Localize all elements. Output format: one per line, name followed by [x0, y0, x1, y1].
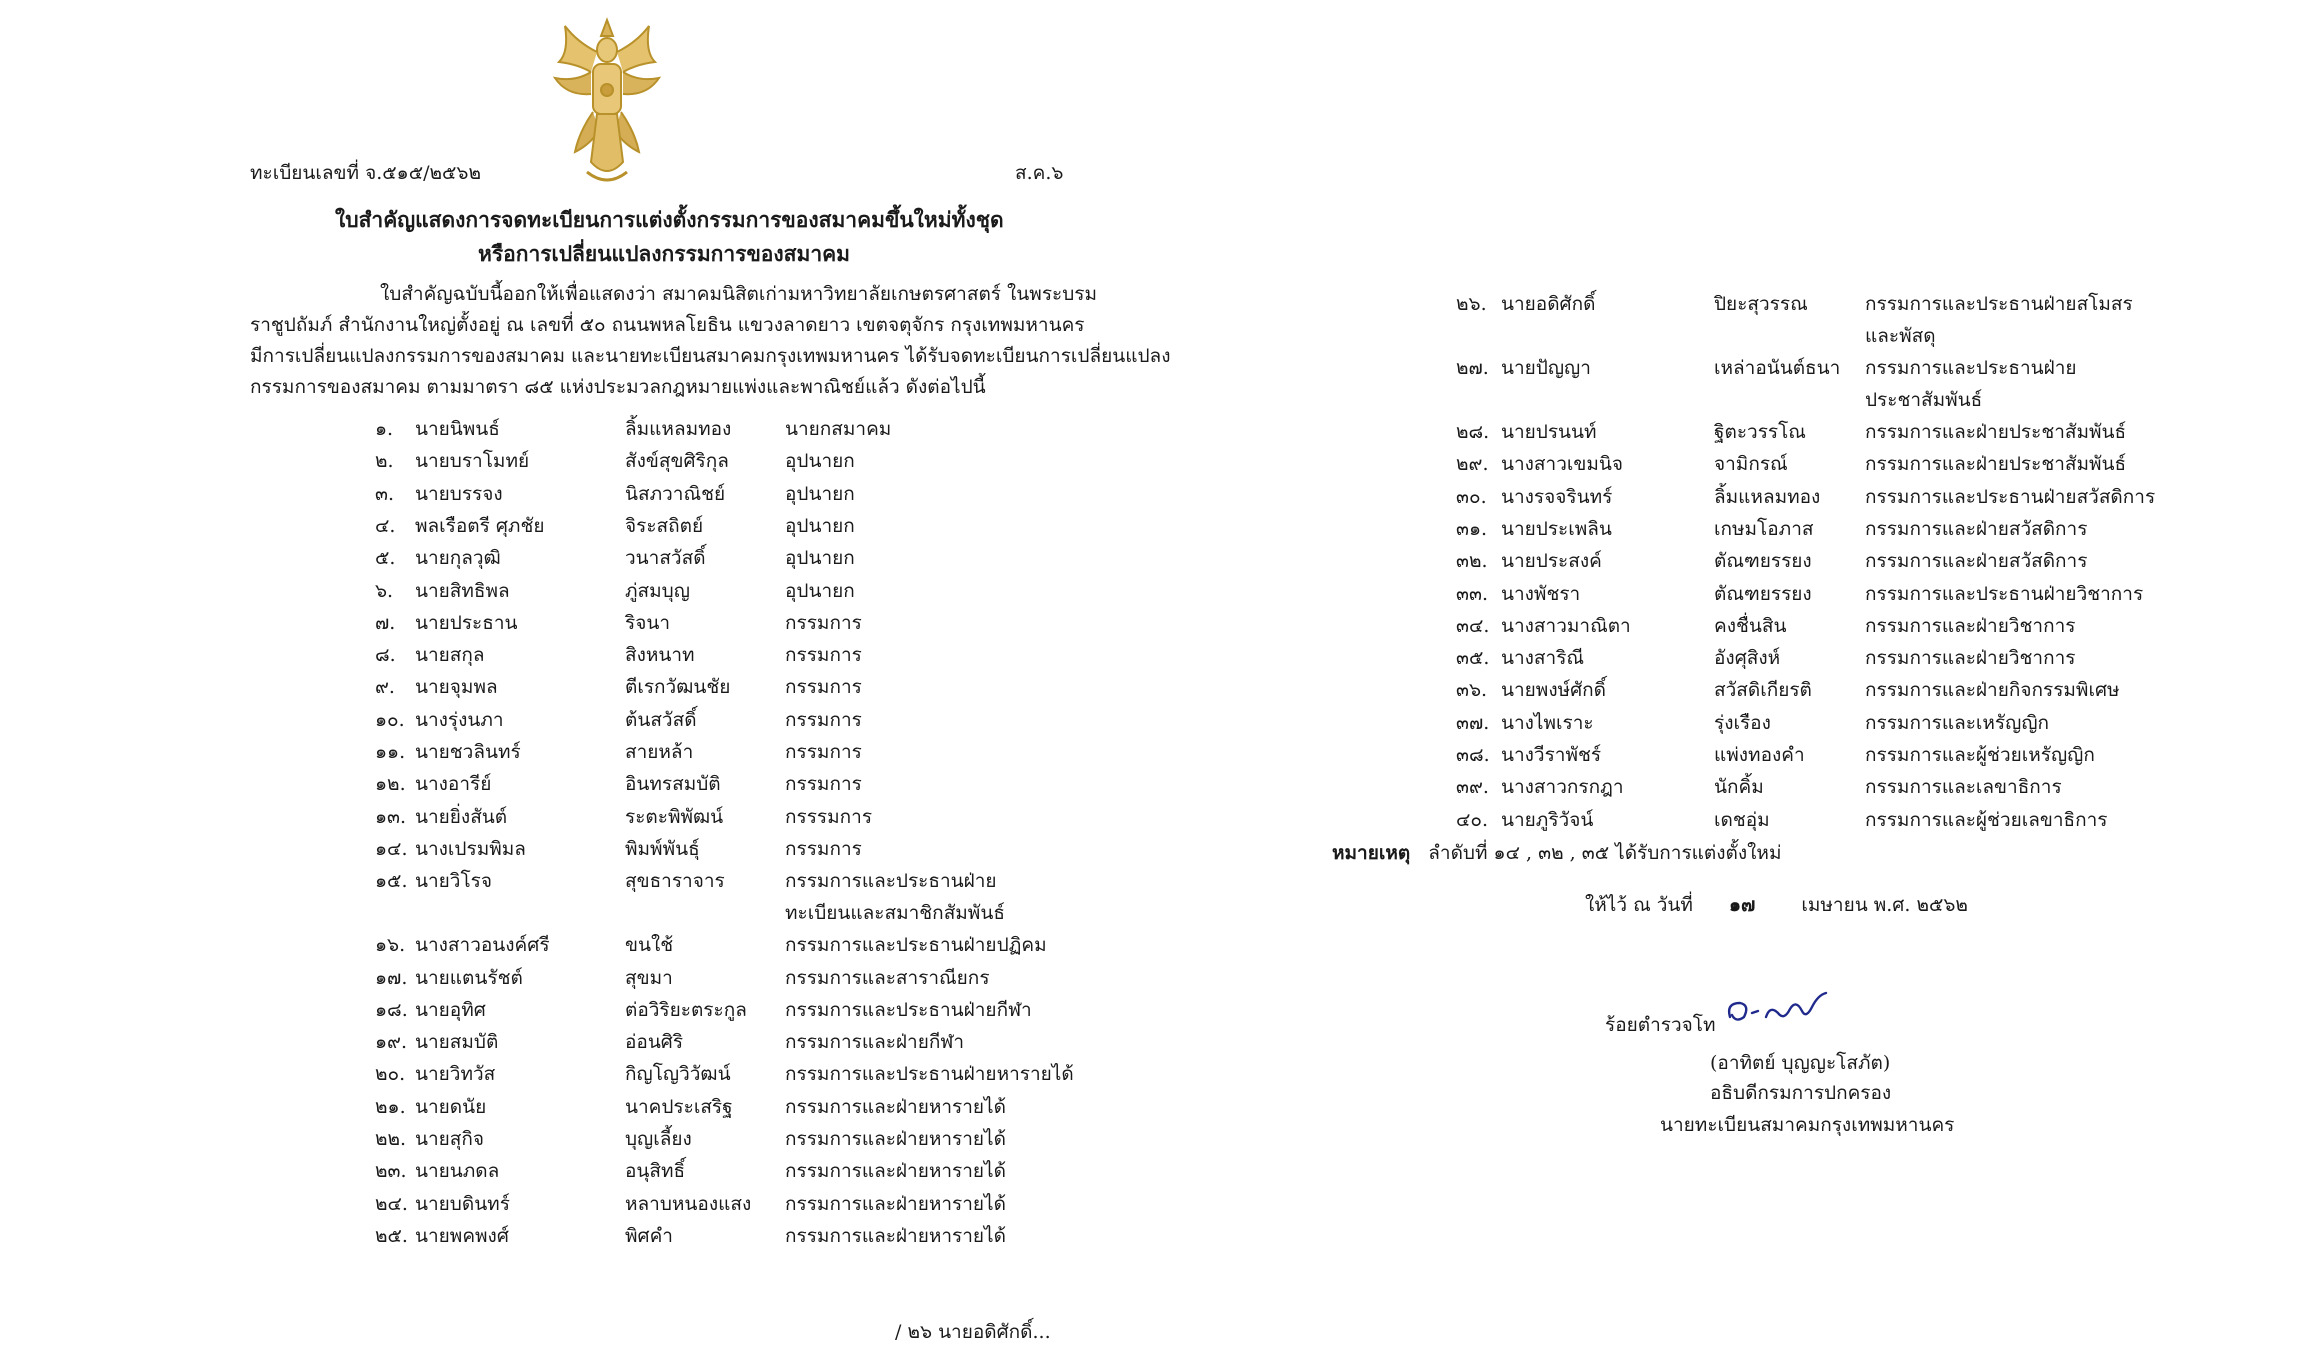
member-row: [375, 543, 935, 575]
member-number: ๑๒.: [375, 773, 406, 796]
member-first-name: นายภูริวัจน์: [1501, 808, 1594, 831]
member-last-name: สิงหนาท: [625, 644, 695, 667]
member-last-name: จิระสถิตย์: [625, 514, 704, 537]
member-number: ๑๐.: [375, 708, 405, 731]
member-first-name: นายสิทธิพล: [415, 579, 510, 602]
member-number: ๒๖.: [1456, 293, 1487, 315]
member-role: กรรมการและฝ่ายวิชาการ: [1865, 647, 2076, 670]
member-number: ๓๓.: [1456, 582, 1489, 605]
member-first-name: นายพคพงศ์: [415, 1224, 509, 1247]
member-role: อุปนายก: [785, 579, 855, 602]
member-row: [375, 672, 935, 704]
member-number: ๕.: [375, 547, 396, 570]
member-first-name: นายประเพลิน: [1501, 517, 1612, 540]
member-role: กรรรมการ: [785, 805, 873, 828]
member-number: ๓๕.: [1456, 647, 1490, 670]
member-last-name: สวัสดิเกียรติ: [1714, 679, 1812, 702]
member-last-name: สังข์สุขศิริกุล: [625, 450, 729, 473]
member-last-name: เกษมโอภาส: [1714, 517, 1814, 540]
member-row: [1456, 353, 2077, 411]
member-number: ๓๑.: [1456, 517, 1488, 540]
member-role: กรรมการและฝ่ายหารายได้: [785, 1095, 1006, 1118]
member-row: [375, 1156, 1006, 1188]
member-role: กรรมการและฝ่ายกีฬา: [785, 1031, 965, 1054]
member-last-name: ปิยะสุวรรณ: [1714, 293, 1808, 315]
member-first-name: นายวิทวัส: [415, 1063, 496, 1086]
member-first-name: นายดนัย: [415, 1095, 487, 1118]
member-role: กรรมการและผู้ช่วยเหรัญญิก: [1865, 744, 2095, 766]
member-row: [375, 479, 935, 511]
member-last-name: เดชอุ่ม: [1714, 808, 1770, 831]
member-role: กรรมการและผู้ช่วยเลขาธิการ: [1865, 808, 2108, 831]
member-last-name: ริจนา: [625, 611, 670, 634]
member-last-name: จามิกรณ์: [1714, 453, 1788, 476]
member-number: ๑๔.: [375, 837, 408, 860]
member-row: [375, 705, 935, 737]
member-last-name: วนาสวัสดิ์: [625, 547, 706, 570]
member-last-name: นาคประเสริฐ: [625, 1095, 733, 1118]
member-role: นายกสมาคม: [785, 418, 892, 440]
member-first-name: นายอุทิศ: [415, 998, 486, 1021]
member-role: กรรมการ: [785, 837, 862, 860]
member-role: กรรมการและประธานฝ่ายสวัสดิการ: [1865, 485, 2156, 508]
member-first-name: นางสาวมาณิตา: [1501, 614, 1631, 637]
member-row: [1456, 417, 2127, 449]
member-role: อุปนายก: [785, 450, 855, 473]
document-title-line1: ใบสำคัญแสดงการจดทะเบียนการแต่งตั้งกรรมการของสมาคมขึ้นใหม่ทั้งชุด: [335, 207, 1004, 232]
member-last-name: พิมพ์พันธุ์: [625, 837, 700, 860]
member-row: [375, 769, 935, 801]
member-last-name: พิศคำ: [625, 1224, 673, 1247]
member-last-name: อังศุสิงห์: [1714, 647, 1781, 670]
member-first-name: นายจุมพล: [415, 676, 498, 699]
member-number: ๒๑.: [375, 1095, 406, 1118]
member-first-name: นางรจจรินทร์: [1501, 485, 1613, 508]
member-row: [1456, 772, 2062, 804]
member-row: [375, 963, 990, 995]
member-row: [375, 608, 935, 640]
member-role: กรรมการ: [785, 773, 862, 796]
member-role-continued: ทะเบียนและสมาชิกสัมพันธ์: [785, 902, 1005, 925]
member-first-name: นางเปรมพิมล: [415, 837, 526, 860]
member-number: ๒๐.: [375, 1063, 406, 1086]
member-first-name: นายยิ่งสันต์: [415, 805, 508, 828]
member-number: ๓๙.: [1456, 776, 1489, 799]
member-number: ๔๐.: [1456, 808, 1489, 831]
member-first-name: นายบดินทร์: [415, 1192, 510, 1215]
member-first-name: นายประธาน: [415, 611, 518, 634]
member-row: [375, 446, 935, 478]
member-last-name: สายหล้า: [625, 741, 694, 763]
member-row: [1456, 611, 2076, 643]
member-row: [1456, 482, 2156, 514]
member-role: กรรมการและประธานฝ่ายปฏิคม: [785, 934, 1047, 957]
member-role: กรรมการและสาราณียกร: [785, 966, 990, 989]
member-number: ๓๘.: [1456, 744, 1490, 766]
member-number: ๘.: [375, 644, 396, 667]
member-number: ๑๖.: [375, 934, 406, 957]
member-first-name: นายบราโมทย์: [415, 450, 530, 473]
form-code: ส.ค.๖: [1015, 162, 1064, 184]
intro-line: มีการเปลี่ยนแปลงกรรมการของสมาคม และนายทะเบียนสมาคมกรุงเทพมหานคร ได้รับจดทะเบียนการเปลี่ยนแปลง: [250, 345, 1171, 367]
member-role: กรรมการ: [785, 644, 862, 667]
member-role: กรรมการและประธานฝ่ายวิชาการ: [1865, 582, 2144, 605]
member-first-name: นางสาวอนงค์ศรี: [415, 934, 550, 957]
member-first-name: นายวิโรจ: [415, 870, 493, 893]
issue-date: [1585, 890, 1968, 920]
member-row: [375, 511, 935, 543]
member-number: ๒.: [375, 450, 394, 473]
member-role: กรรมการและเลขาธิการ: [1865, 776, 2062, 799]
member-row: [375, 995, 1032, 1027]
member-number: ๒๗.: [1456, 357, 1489, 379]
member-role: กรรมการและฝ่ายวิชาการ: [1865, 614, 2076, 637]
member-last-name: ภู่สมบุญ: [625, 579, 690, 602]
member-number: ๑๓.: [375, 805, 407, 828]
member-first-name: นายอดิศักดิ์: [1501, 293, 1596, 315]
member-first-name: นายสุกิจ: [415, 1128, 485, 1150]
member-last-name: ตีเรกวัฒนชัย: [625, 676, 731, 699]
member-role: กรรมการและเหรัญญิก: [1865, 711, 2050, 734]
member-row: [1456, 675, 2120, 707]
member-first-name: นายพงษ์ศักดิ์: [1501, 679, 1607, 702]
member-row: [375, 930, 1047, 962]
member-last-name: ลิ้มแหลมทอง: [625, 418, 732, 440]
member-number: ๗.: [375, 611, 396, 634]
member-row: [375, 1092, 1006, 1124]
member-row: [1456, 740, 2095, 772]
member-first-name: นายสกุล: [415, 644, 485, 667]
member-number: ๒๒.: [375, 1128, 407, 1150]
member-last-name: เหล่าอนันต์ธนา: [1714, 357, 1841, 379]
note-text: ลำดับที่ ๑๔ , ๓๒ , ๓๕ ได้รับการแต่งตั้งใหม่: [1428, 842, 1782, 864]
member-last-name: รุ่งเรือง: [1714, 711, 1771, 734]
member-number: ๑๙.: [375, 1031, 408, 1054]
member-number: ๔.: [375, 514, 396, 537]
member-first-name: นายกุลวุฒิ: [415, 547, 501, 570]
member-first-name: นายสมบัติ: [415, 1031, 499, 1054]
member-role: กรรมการและฝ่ายสวัสดิการ: [1865, 517, 2088, 540]
member-row: [375, 802, 935, 834]
member-role: กรรมการและฝ่ายสวัสดิการ: [1865, 550, 2088, 573]
intro-line: ใบสำคัญฉบับนี้ออกให้เพื่อแสดงว่า สมาคมนิสิตเก่ามหาวิทยาลัยเกษตรศาสตร์ ในพระบรม: [380, 283, 1098, 305]
member-first-name: นางสาวเขมนิจ: [1501, 453, 1623, 476]
member-number: ๓๗.: [1456, 711, 1490, 734]
member-last-name: ตัณฑยรรยง: [1714, 550, 1812, 573]
member-number: ๓๒.: [1456, 550, 1488, 573]
member-number: ๒๓.: [375, 1160, 407, 1183]
member-last-name: กิญโญวิวัฒน์: [625, 1063, 731, 1086]
member-last-name: สุขมา: [625, 966, 673, 989]
member-row: [375, 1059, 1074, 1091]
garuda-emblem-icon: [547, 12, 667, 192]
member-last-name: นิสภวาณิชย์: [625, 482, 726, 505]
member-number: ๑๕.: [375, 870, 408, 893]
member-number: ๑๘.: [375, 998, 408, 1021]
member-last-name: ลิ้มแหลมทอง: [1714, 485, 1821, 508]
member-role: กรรมการและประธานฝ่าย: [785, 870, 997, 893]
member-first-name: นายปรนนท์: [1501, 421, 1597, 443]
issue-date-prefix: ให้ไว้ ณ วันที่: [1585, 894, 1693, 916]
member-last-name: ขนใช้: [625, 934, 674, 957]
signature-icon: [1722, 987, 1832, 1035]
issue-date-month-year: เมษายน พ.ศ. ๒๕๖๒: [1801, 894, 1968, 916]
member-row: [1456, 449, 2127, 481]
member-last-name: อินทรสมบัติ: [625, 773, 721, 796]
member-row: [1456, 579, 2144, 611]
member-row: [1456, 805, 2108, 837]
member-first-name: นายชวลินทร์: [415, 741, 521, 763]
member-role: กรรมการและฝ่ายหารายได้: [785, 1128, 1006, 1150]
member-first-name: พลเรือตรี ศุภชัย: [415, 514, 545, 537]
signer-rank: ร้อยตำรวจโท: [1605, 1014, 1716, 1036]
member-role: กรรมการและประธานฝ่ายกีฬา: [785, 998, 1032, 1021]
member-first-name: นางสาริณี: [1501, 647, 1585, 670]
member-row: [375, 1124, 1006, 1156]
note-label: หมายเหตุ: [1332, 842, 1411, 864]
member-first-name: นายนภดล: [415, 1160, 500, 1183]
member-last-name: อนุสิทธิ์: [625, 1160, 686, 1183]
member-number: ๒๕.: [375, 1224, 408, 1247]
member-row: [1456, 708, 2050, 740]
member-role: อุปนายก: [785, 482, 855, 505]
member-last-name: อ่อนศิริ: [625, 1031, 684, 1054]
member-row: [375, 737, 935, 769]
member-role-continued: ประชาสัมพันธ์: [1865, 389, 1983, 411]
member-role-continued: และพัสดุ: [1865, 325, 1936, 347]
intro-line: กรรมการของสมาคม ตามมาตรา ๘๕ แห่งประมวลกฎหมายแพ่งและพาณิชย์แล้ว ดังต่อไปนี้: [250, 376, 986, 398]
member-row: [375, 1221, 1006, 1253]
member-role: กรรมการและฝ่ายประชาสัมพันธ์: [1865, 421, 2127, 443]
signer-position-2: นายทะเบียนสมาคมกรุงเทพมหานคร: [1660, 1114, 1955, 1136]
member-role: กรรมการ: [785, 708, 862, 731]
member-last-name: ต้นสวัสดิ์: [625, 708, 697, 731]
signer-position-1: อธิบดีกรมการปกครอง: [1710, 1082, 1892, 1104]
member-role: กรรมการ: [785, 611, 862, 634]
member-number: ๖.: [375, 579, 394, 602]
member-number: ๒๔.: [375, 1192, 408, 1215]
member-role: กรรมการและฝ่ายหารายได้: [785, 1160, 1006, 1183]
member-role: กรรมการ: [785, 676, 862, 699]
member-role: กรรมการและประธานฝ่ายหารายได้: [785, 1063, 1074, 1086]
intro-line: ราชูปถัมภ์ สำนักงานใหญ่ตั้งอยู่ ณ เลขที่ ๕๐ ถนนพหลโยธิน แขวงลาดยาว เขตจตุจักร กรุงเทพมหานคร: [250, 314, 1085, 336]
member-first-name: นายนิพนธ์: [415, 418, 500, 440]
member-row: [375, 866, 1005, 925]
member-row: [375, 1027, 965, 1059]
member-number: ๓๔.: [1456, 614, 1490, 637]
member-row: [1456, 514, 2088, 546]
member-first-name: นางไพเราะ: [1501, 711, 1594, 734]
member-role: อุปนายก: [785, 547, 855, 570]
member-last-name: ระตะพิพัฒน์: [625, 805, 724, 828]
member-number: ๓๐.: [1456, 485, 1487, 508]
registration-number: ทะเบียนเลขที่ จ.๕๑๕/๒๕๖๒: [250, 162, 481, 184]
member-first-name: นายบรรจง: [415, 482, 503, 505]
member-role: กรรมการและฝ่ายหารายได้: [785, 1192, 1006, 1215]
member-first-name: นางพัชรา: [1501, 582, 1581, 605]
member-last-name: สุขธาราจาร: [625, 870, 725, 893]
issue-date-day: ๑๗: [1728, 894, 1756, 916]
intro-paragraph: [250, 279, 1171, 403]
member-role: กรรมการและฝ่ายหารายได้: [785, 1224, 1006, 1247]
member-row: [375, 834, 935, 866]
member-first-name: นางวีราพัชร์: [1501, 744, 1602, 766]
member-first-name: นายแตนรัชต์: [415, 966, 523, 989]
member-last-name: ฐิตะวรรโณ: [1714, 421, 1806, 443]
member-number: ๒๘.: [1456, 421, 1490, 443]
member-number: ๙.: [375, 676, 395, 699]
member-role: กรรมการและประธานฝ่าย: [1865, 357, 2077, 379]
signer-name: (อาทิตย์ บุญญะโสภัต): [1710, 1052, 1891, 1074]
member-row: [1456, 546, 2088, 578]
member-last-name: ตัณฑยรรยง: [1714, 582, 1812, 605]
member-last-name: บุญเลี้ยง: [625, 1128, 692, 1150]
member-role: กรรมการและฝ่ายประชาสัมพันธ์: [1865, 453, 2127, 476]
member-row: [375, 640, 935, 672]
member-first-name: นายปัญญา: [1501, 357, 1591, 379]
member-row: [1456, 643, 2076, 675]
member-last-name: หลาบหนองแสง: [625, 1192, 752, 1215]
note: [1332, 838, 1781, 868]
member-role: อุปนายก: [785, 514, 855, 537]
member-number: ๓.: [375, 482, 395, 505]
member-number: ๒๙.: [1456, 453, 1489, 476]
member-row: [375, 414, 935, 446]
member-first-name: นายประสงค์: [1501, 550, 1602, 573]
member-last-name: นักคิ้ม: [1714, 776, 1764, 799]
member-role: กรรมการและฝ่ายกิจกรรมพิเศษ: [1865, 679, 2120, 702]
member-last-name: ต่อวิริยะตระกูล: [625, 998, 747, 1021]
member-last-name: คงชื่นสิน: [1714, 614, 1787, 637]
member-role: กรรมการและประธานฝ่ายสโมสร: [1865, 293, 2133, 315]
member-number: ๑๑.: [375, 741, 406, 763]
document-title-line2: หรือการเปลี่ยนแปลงกรรมการของสมาคม: [478, 241, 851, 266]
member-row: [375, 1189, 1006, 1221]
member-role: กรรมการ: [785, 741, 862, 763]
member-last-name: แพ่งทองคำ: [1714, 744, 1805, 766]
member-number: ๑๗.: [375, 966, 408, 989]
member-first-name: นางสาวกรกฎา: [1501, 776, 1624, 799]
member-number: ๑.: [375, 418, 394, 440]
member-first-name: นางรุ่งนภา: [415, 708, 504, 731]
continuation-marker: / ๒๖ นายอดิศักดิ์...: [895, 1321, 1051, 1343]
member-row: [1456, 289, 2133, 347]
member-row: [375, 576, 935, 608]
member-number: ๓๖.: [1456, 679, 1488, 702]
member-first-name: นางอารีย์: [415, 773, 492, 796]
